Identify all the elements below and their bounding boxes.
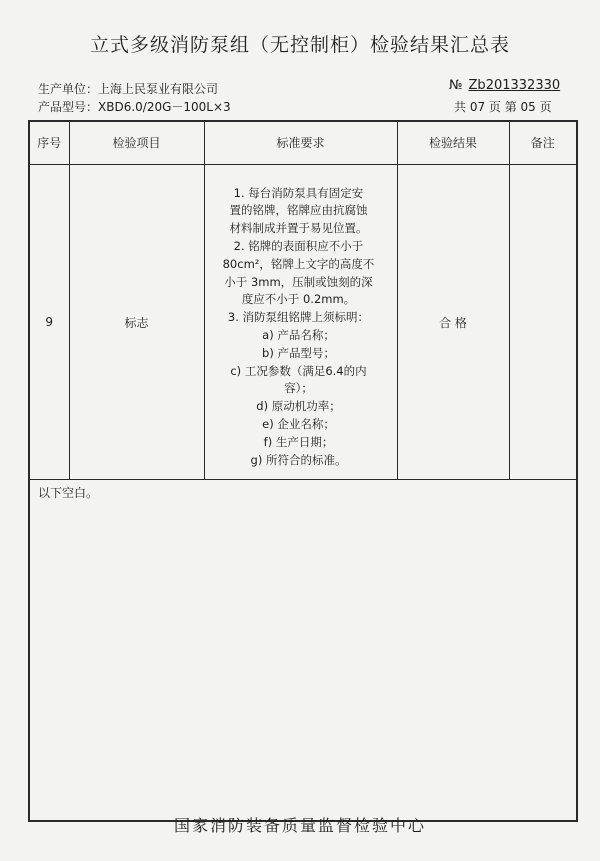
header-remark: 备注: [509, 121, 577, 165]
requirement-line: 80cm²，铭牌上文字的高度不: [222, 256, 375, 271]
table-row: [29, 165, 577, 480]
requirements-list: [205, 175, 397, 470]
page-count: 共 07 页 第 05 页: [454, 100, 552, 114]
producer-line: 生产单位：上海上民泵业有限公司: [38, 82, 219, 96]
cell-remark: [509, 165, 577, 480]
cell-standard: [204, 165, 397, 480]
requirement-line: f) 生产日期；: [263, 434, 334, 449]
requirement-line: 材料制成并置于易见位置。: [229, 221, 368, 236]
header-standard: 标准要求: [204, 121, 397, 165]
requirement-line: b) 产品型号；: [262, 345, 335, 360]
requirement-line: 置的铭牌，铭牌应由抗腐蚀: [229, 203, 368, 218]
requirement-line: c) 工况参数（满足6.4的内: [230, 363, 367, 378]
cell-result: 合 格: [397, 165, 509, 480]
issuing-organization: 国家消防装备质量监督检验中心: [173, 816, 426, 835]
requirement-line: 容）；: [284, 381, 313, 396]
model-line: 产品型号：XBD6.0/20G－100L×3: [38, 100, 231, 114]
blank-cell: [29, 480, 577, 822]
report-number: [449, 78, 560, 93]
requirement-line: 2. 铭牌的表面积应不小于: [233, 239, 364, 254]
requirement-line: e) 企业名称；: [262, 416, 335, 431]
header-result: 检验结果: [397, 121, 509, 165]
requirement-line: d) 原动机功率；: [256, 399, 341, 414]
header-seq: 序号: [29, 121, 69, 165]
requirement-line: 3. 消防泵组铭牌上须标明：: [227, 310, 370, 325]
requirement-line: 度应不小于 0.2mm。: [241, 292, 356, 307]
page-title: 立式多级消防泵组（无控制柜）检验结果汇总表: [89, 34, 510, 56]
results-table: [28, 120, 578, 822]
report-number-value: Zb201332330: [468, 78, 561, 93]
requirement-line: 1. 每台消防泵具有固定安: [233, 185, 364, 200]
cell-seq: 9: [29, 165, 69, 480]
header-item: 检验项目: [69, 121, 204, 165]
requirement-line: g) 所符合的标准。: [250, 452, 347, 467]
blank-note: 以下空白。: [38, 486, 99, 500]
cell-item: 标志: [69, 165, 204, 480]
blank-row: [29, 480, 577, 822]
report-number-symbol: №: [449, 78, 463, 93]
requirement-line: 小于 3mm，压制或蚀刻的深: [224, 274, 373, 289]
table-header-row: [29, 121, 577, 165]
requirement-line: a) 产品名称；: [262, 328, 335, 342]
